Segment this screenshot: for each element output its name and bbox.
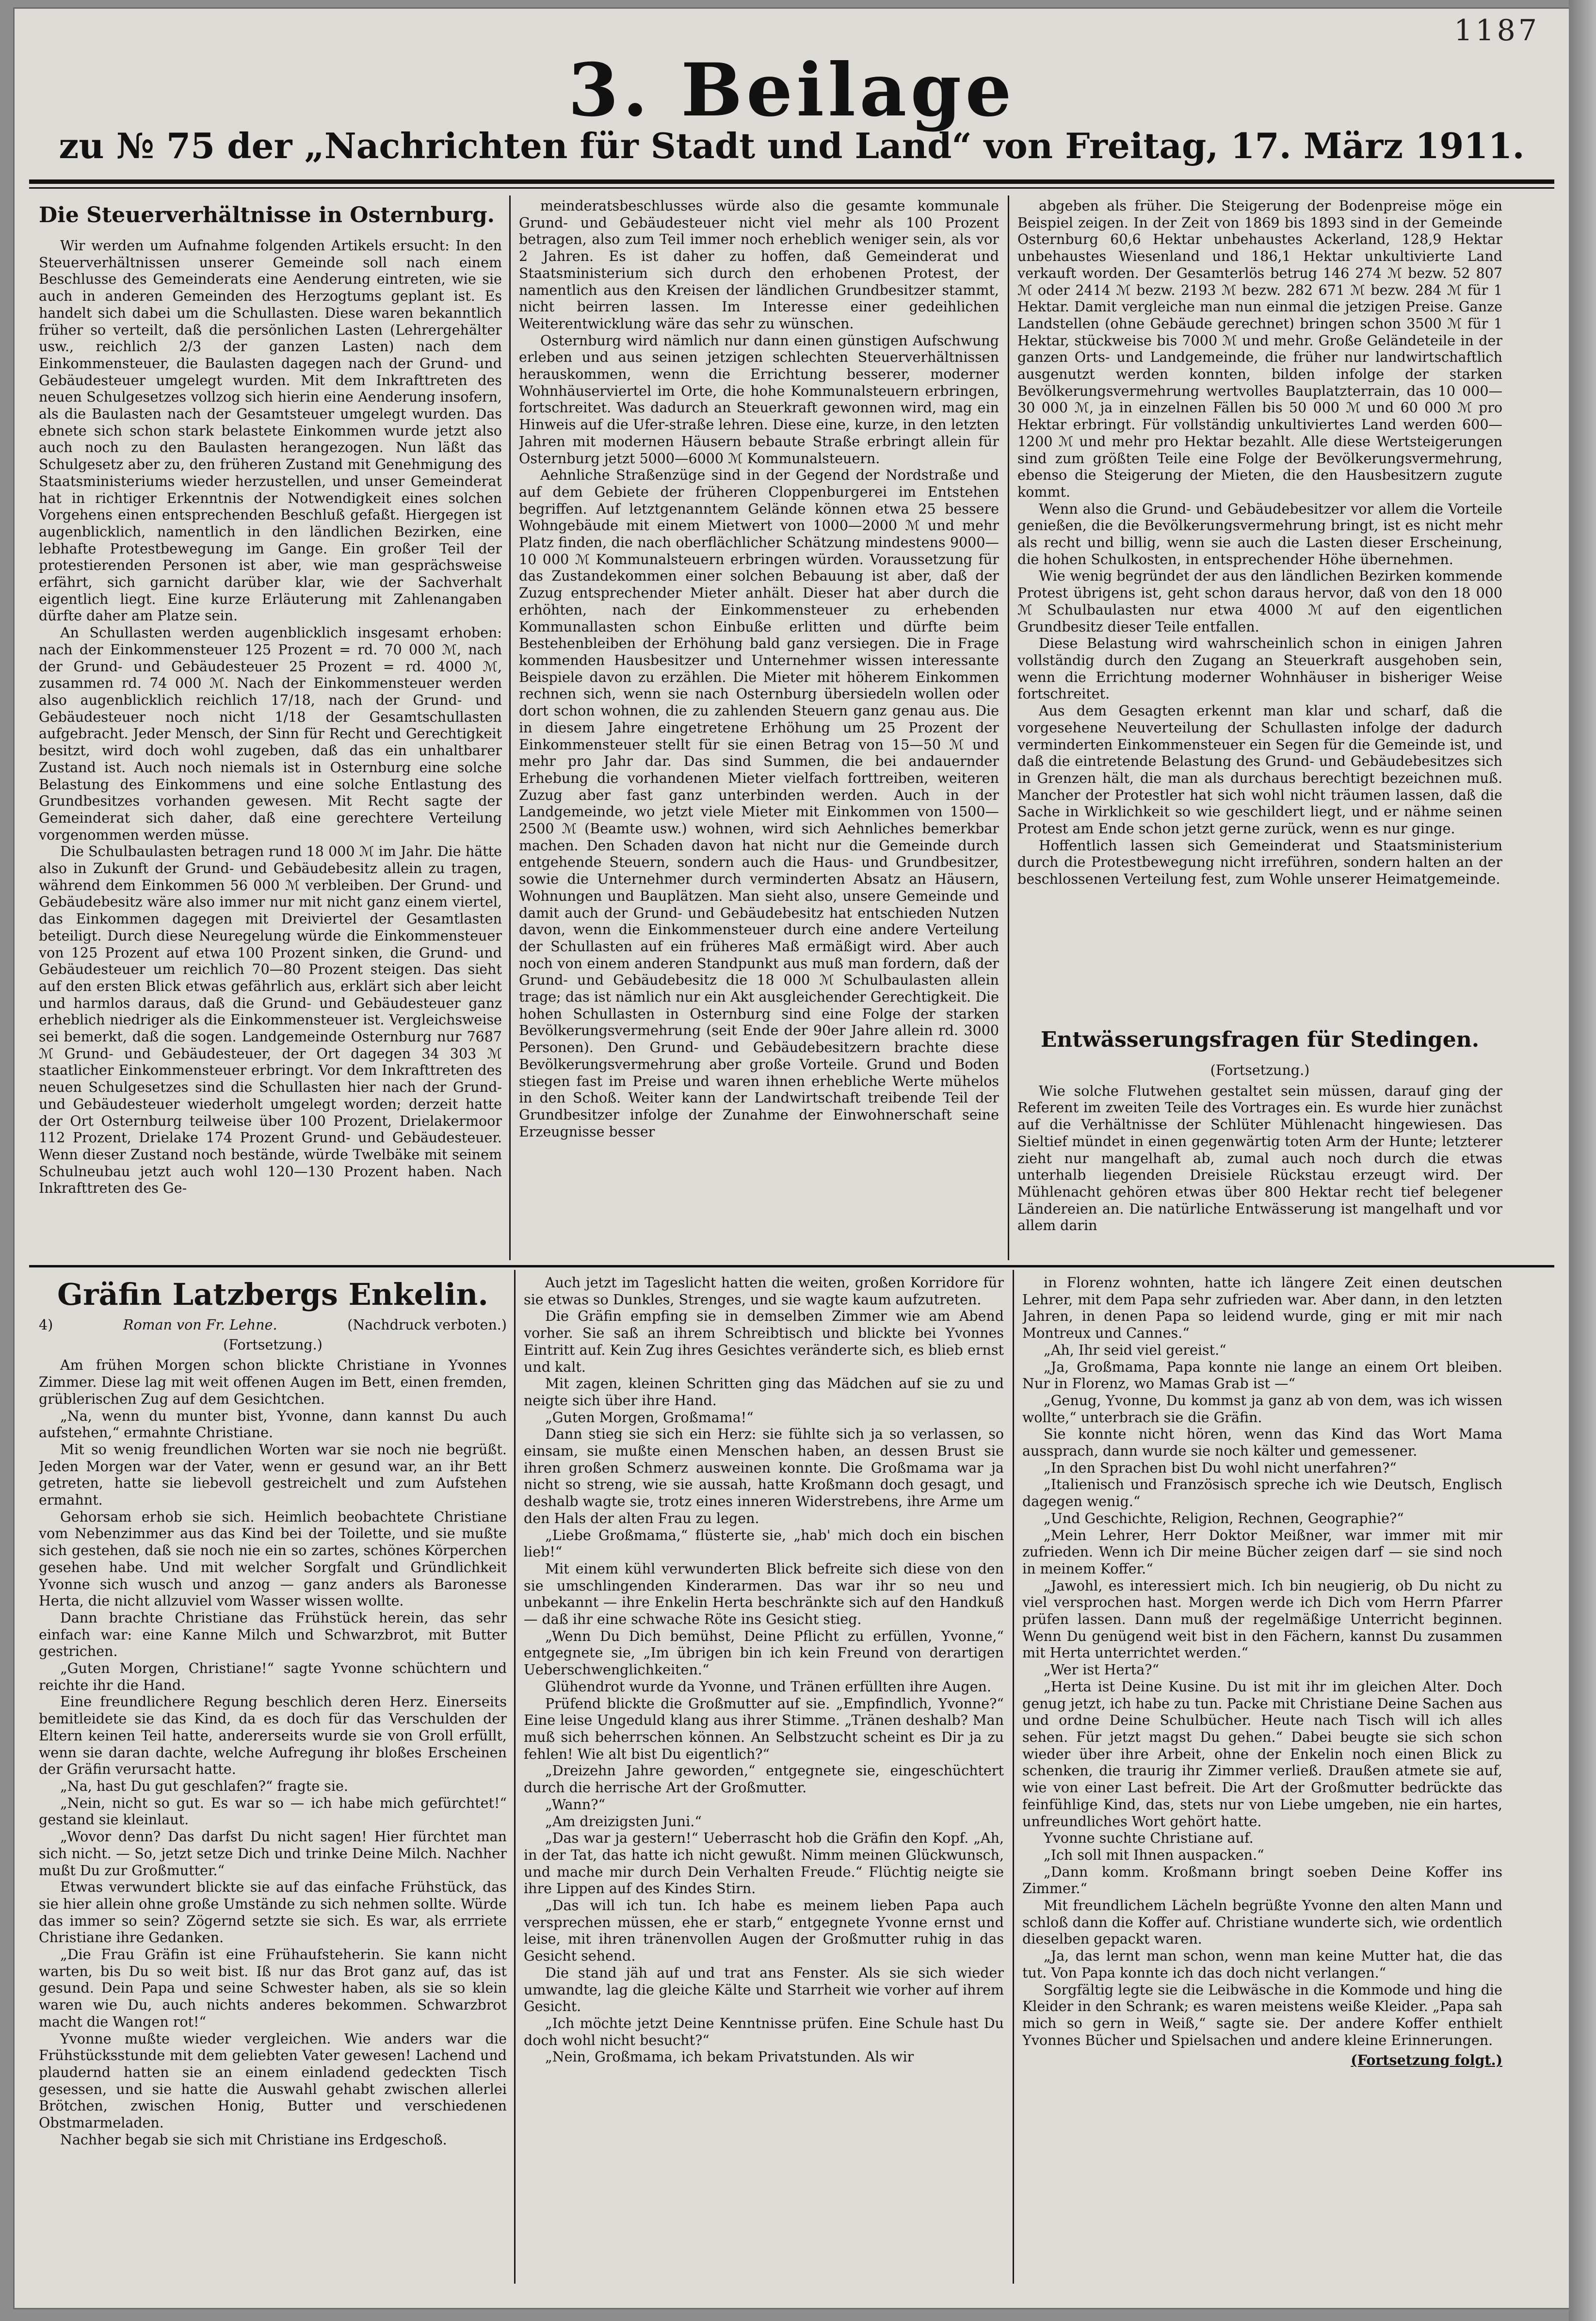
paragraph: „Na, wenn du munter bist, Yvonne, dann kannst Du auch aufstehen,“ ermahnte Christiane. <box>39 1408 507 1441</box>
paragraph: Gehorsam erhob sie sich. Heimlich beobachtete Christiane vom Nebenzimmer aus das Kind bei der Toilette, und sie mußte sich gestehen, daß sie noch nie ein so zartes, schönes Körperchen gesehen habe. Und mit welcher Sorgfalt und Gründlichkeit Yvonne sich wusch und anzog — ganz anders als Baronesse Herta, die nicht allzuviel vom Wasser wissen wollte. <box>39 1509 507 1609</box>
paragraph: Dann brachte Christiane das Frühstück herein, das sehr einfach war: eine Kanne Milch und Schwarzbrot, mit Butter gestrichen. <box>39 1609 507 1660</box>
paragraph: Aus dem Gesagten erkennt man klar und scharf, daß die vorgesehene Neuverteilung der Schullasten infolge der dadurch verminderten Einkommensteuer ein Segen für die Gemeinde ist, und daß die eintretende Belastung des Grund- und Gebäudebesitzes sich in Grenzen hält, die man als durchaus berechtigt bezeichnen muß. Mancher der Protestler hat sich wohl nicht träumen lassen, daß die Sache in Wirklichkeit so wie geschildert liegt, und er nähme seinen Protest am Ende schon jetzt gerne zurück, wenn es nur ginge. <box>1017 703 1502 837</box>
paragraph: „In den Sprachen bist Du wohl nicht unerfahren?“ <box>1044 1460 1397 1476</box>
paragraph: Etwas verwundert blickte sie auf das einfache Frühstück, das sie hier allein ohne große Umstände zu sich nehmen sollte. Würde das immer so sein? Zögernd setzte sie sich. Es war, als errriete Christiane ihre Gedanken. <box>39 1879 507 1946</box>
paragraph: „Liebe Großmama,“ flüsterte sie, „hab' mich doch ein bischen lieb!“ <box>524 1527 1004 1560</box>
paragraph: Wenn also die Grund- und Gebäudebesitzer vor allem die Vorteile genießen, die die Bevölkerungsvermehrung bringt, ist es nicht mehr als recht und billig, wenn sie auch die Lasten dieser Erscheinung, die hohen Schulkosten, in entsprechender Höhe übernehmen. <box>1017 501 1502 568</box>
paragraph: „Nein, Großmama, ich bekam Privatstunden. Als wir <box>545 2049 914 2065</box>
paragraph: Mit zagen, kleinen Schritten ging das Mädchen auf sie zu und neigte sich über ihre Hand. <box>524 1376 1004 1409</box>
header-rule-thick <box>29 179 1554 184</box>
paragraph: Wie wenig begründet der aus den ländlichen Bezirken kommende Protest übrigens ist, geht schon daraus hervor, daß von den 18 000 ℳ Schulbaulasten nur etwa 4000 ℳ auf den eigentlichen Grundbesitz dieser Teile entfallen. <box>1017 568 1502 635</box>
paragraph: „Wann?“ <box>545 1796 606 1813</box>
paragraph: „Dann komm. Kroßmann bringt soeben Deine Koffer ins Zimmer.“ <box>1022 1864 1502 1897</box>
serial-byline: Roman von Fr. Lehne. <box>123 1317 277 1333</box>
paragraph: „Nein, nicht so gut. Es war so — ich habe mich gefürchtet!“ gestand sie kleinlaut. <box>39 1795 507 1828</box>
tax-article-column-1 <box>39 203 502 1260</box>
paragraph: in Florenz wohnten, hatte ich längere Zeit einen deutschen Lehrer, mit dem Papa sehr zufrieden war. Aber dann, in den letzten Jahren, in denen Papa so leidend wurde, ging er mit mir nach Montreux und Cannes.“ <box>1022 1275 1502 1342</box>
paragraph: „Guten Morgen, Großmama!“ <box>545 1409 754 1426</box>
paragraph: „Ja, das lernt man schon, wenn man keine Mutter hat, die das tut. Von Papa konnte ich das doch nicht verlangen.“ <box>1022 1948 1502 1981</box>
serial-column-1 <box>39 1277 507 2286</box>
paragraph: „Ich soll mit Ihnen auspacken.“ <box>1044 1847 1264 1863</box>
paragraph: „Wovor denn? Das darfst Du nicht sagen! Hier fürchtet man sich nicht. — So, jetzt setze Dich und trinke Deine Milch. Nachher mußt Du zur Großmutter.“ <box>39 1829 507 1879</box>
paragraph: Die Gräfin empfing sie in demselben Zimmer wie am Abend vorher. Sie saß an ihrem Schreibtisch und blickte bei Yvonnes Eintritt auf. Kein Zug ihres Gesichtes veränderte sich, es blieb ernst und kalt. <box>524 1308 1004 1375</box>
paragraph: Die Schulbaulasten betragen rund 18 000 ℳ im Jahr. Die hätte also in Zukunft der Grund- und Gebäudebesitz allein zu tragen, während dem Einkommen 56 000 ℳ verbleiben. Der Grund- und Gebäudebesitz wäre also immer nur mit nicht ganz einem viertel, das Einkommen dagegen mit Dreiviertel der Gesamtlasten beteiligt. Durch diese Neuregelung würde die Einkommensteuer von 125 Prozent auf etwa 100 Prozent sinken, die Grund- und Gebäudesteuer um reichlich 70—80 Prozent steigen. Das sieht auf den ersten Blick etwas gefährlich aus, erklärt sich aber leicht und harmlos daraus, daß die Grund- und Gebäudesteuer ganz erheblich niedriger als die Einkommensteuer ist. Vergleichsweise sei bemerkt, daß die sogen. Landgemeinde Osternburg nur 7687 ℳ Grund- und Gebäudesteuer, der Ort dagegen 34 303 ℳ staatlicher Einkommensteuer erbringt. Vor dem Inkrafttreten des neuen Schulgesetzes sind die Schullasten hier nach der Grund- und Gebäudesteuer wiederholt umgelegt worden; derzeit hatte der Ort Osternburg teilweise über 100 Prozent, Drielakermoor 112 Prozent, Drielake 174 Prozent Grund- und Gebäudesteuer. Wenn dieser Zustand noch bestände, würde Twelbäke mit seinem Schulneubau jetzt auch wohl 120—130 Prozent haben. Nach Inkrafttreten des Ge- <box>39 844 502 1197</box>
page-edge <box>1569 0 1596 2321</box>
paragraph: Dann stieg sie sich ein Herz: sie fühlte sich ja so verlassen, so einsam, sie mußte einen Menschen haben, an dessen Brust sie ihren großen Schmerz ausweinen konnte. Die Großmama war ja nicht so streng, wie sie aussah, hatte Kroßmann doch gesagt, und deshalb wagte sie, trotz eines inneren Widerstrebens, ihre Arme um den Hals der alten Frau zu legen. <box>524 1426 1004 1526</box>
page-number: 1187 <box>1454 14 1540 48</box>
tax-article-column-2 <box>519 198 999 1260</box>
paragraph: Mit so wenig freundlichen Worten war sie noch nie begrüßt. Jeden Morgen war der Vater, wenn er gesund war, an ihr Bett getreten, hatte sie liebevoll gestreichelt und zum Aufstehen ermahnt. <box>39 1441 507 1509</box>
paragraph: „Herta ist Deine Kusine. Du ist mit ihr im gleichen Alter. Doch genug jetzt, ich habe zu tun. Packe mit Christiane Deine Sachen aus und ordne Deine Schulbücher. Heute nach Tisch will ich alles sehen. Für jetzt magst Du gehen.“ Dabei beugte sie sich schon wieder über ihre Arbeit, ohne der Enkelin noch einen Blick zu schenken, die traurig ihr Zimmer verließ. Draußen atmete sie auf, wie von einer Last befreit. Die Art der Großmutter bedrückte das feinfühlige Kind, das, stets nur von Liebe umgeben, nie ein hartes, unfreundliches Wort gehört hatte. <box>1022 1678 1502 1830</box>
paragraph: Prüfend blickte die Großmutter auf sie. „Empfindlich, Yvonne?“ Eine leise Ungeduld klang aus ihrer Stimme. „Tränen deshalb? Man muß sich beherrschen können. An Selbstzucht scheint es Dir ja zu fehlen! Wie alt bist Du eigentlich?“ <box>524 1695 1004 1762</box>
paragraph: „Dreizehn Jahre geworden,“ entgegnete sie, eingeschüchtert durch die herrische Art der Großmutter. <box>524 1763 1004 1796</box>
serial-column-3 <box>1022 1275 1502 2286</box>
paragraph: „Die Frau Gräfin ist eine Frühaufsteherin. Sie kann nicht warten, bis Du so weit bist. Iß nur das Brot ganz auf, das ist gesund. Dein Papa und seine Schwester haben, als sie so klein waren wie Du, auch nichts anderes bekommen. Schwarzbrot macht die Wangen rot!“ <box>39 1947 507 2030</box>
paragraph: „Mein Lehrer, Herr Doktor Meißner, war immer mit mir zufrieden. Wenn ich Dir meine Bücher zeigen darf — sie sind noch in meinem Koffer.“ <box>1022 1527 1502 1577</box>
paragraph: „Wenn Du Dich bemühst, Deine Pflicht zu erfüllen, Yvonne,“ entgegnete sie, „Im übrigen bin ich kein Freund von derartigen Ueberschwenglichkeiten.“ <box>524 1628 1004 1678</box>
paragraph: Die stand jäh auf und trat ans Fenster. Als sie sich wieder umwandte, lag die gleiche Kälte und Starrheit wie vorher auf ihrem Gesicht. <box>524 1964 1004 2015</box>
paragraph: „Guten Morgen, Christiane!“ sagte Yvonne schüchtern und reichte ihr die Hand. <box>39 1660 507 1693</box>
paragraph: An Schullasten werden augenblicklich insgesamt erhoben: nach der Einkommensteuer 125 Prozent = rd. 70 000 ℳ, nach der Grund- und Gebäudesteuer 25 Prozent = rd. 4000 ℳ, zusammen rd. 74 000 ℳ. Nach der Einkommensteuer werden also augenblicklich reichlich 17/18, nach der Grund- und Gebäudesteuer noch nicht 1/18 der Gesamtschullasten aufgebracht. Jeder Mensch, der Sinn für Recht und Gerechtigkeit besitzt, wird doch wohl zugeben, daß das ein unhaltbarer Zustand ist. Auch noch niemals ist in Osternburg eine solche Belastung des Einkommens und eine solche Entlastung des Grundbesitzes vorhanden gewesen. Mit Recht sagte der Gemeinderat sich daher, daß eine gerechtere Verteilung vorgenommen werden müsse. <box>39 625 502 843</box>
paragraph: „Jawohl, es interessiert mich. Ich bin neugierig, ob Du nicht zu viel versprochen hast. Morgen werde ich Dich vom Herrn Pfarrer prüfen lassen. Dann muß der regelmäßige Unterricht beginnen. Wenn Du genügend weit bist in den Fächern, kannst Du zusammen mit Herta unterrichtet werden.“ <box>1022 1577 1502 1661</box>
paragraph: Glühendrot wurde da Yvonne, und Tränen erfüllten ihre Augen. <box>545 1678 992 1695</box>
paragraph: „Italienisch und Französisch spreche ich wie Deutsch, Englisch dagegen wenig.“ <box>1022 1477 1502 1510</box>
paragraph: „Das will ich tun. Ich habe es meinem lieben Papa auch versprechen müssen, ehe er starb,“ entgegnete Yvonne ernst und leise, mit ihren tränenvollen Augen der Großmutter ruhig in das Gesicht sehend. <box>524 1898 1004 1964</box>
tax-article-column-3 <box>1017 198 1502 1018</box>
serial-title: Gräfin Latzbergs Enkelin. <box>57 1277 488 1312</box>
paragraph: meinderatsbeschlusses würde also die gesamte kommunale Grund- und Gebäudesteuer nicht viel mehr als 100 Prozent betragen, also zum Teil immer noch erheblich weniger sein, als vor 2 Jahren. Es ist daher zu hoffen, daß Gemeinderat und Staatsministerium sich durch den erhobenen Protest, der namentlich aus den Kreisen der ländlichen Grundbesitzer stammt, nicht beirren lassen. Im Interesse einer gedeihlichen Weiterentwicklung wäre das sehr zu wünschen. <box>519 198 999 332</box>
water-article-title: Entwässerungsfragen für Stedingen. <box>1040 1027 1480 1052</box>
paragraph: Yvonne mußte wieder vergleichen. Wie anders war die Frühstücksstunde mit dem geliebten Vater gewesen! Lachend und plaudernd hatten sie an einem einladend gedeckten Tisch gesessen, und sie hatte die Auswahl gehabt zwischen allerlei Brötchen, zwischen Honig, Butter und verschiedenen Obstmarmeladen. <box>39 2030 507 2131</box>
paragraph: „Ja, Großmama, Papa konnte nie lange an einem Ort bleiben. Nur in Florenz, wo Mamas Grab ist —“ <box>1022 1359 1502 1392</box>
paragraph: „Na, hast Du gut geschlafen?“ fragte sie. <box>60 1778 348 1794</box>
to-be-continued: (Fortsetzung folgt.) <box>1351 2052 1502 2069</box>
paragraph: „Wer ist Herta?“ <box>1044 1662 1160 1678</box>
paragraph: Am frühen Morgen schon blickte Christiane in Yvonnes Zimmer. Diese lag mit weit offenen Augen im Bett, einen fremden, grüblerischen Zug auf dem Gesichtchen. <box>39 1357 507 1407</box>
continuation-note: (Fortsetzung.) <box>1210 1062 1310 1078</box>
paragraph: „Ah, Ihr seid viel gereist.“ <box>1044 1342 1226 1358</box>
column-divider <box>509 195 511 1260</box>
paragraph: Diese Belastung wird wahrscheinlich schon in einigen Jahren vollständig durch den Zugang an Steuerkraft ausgehoben sein, wenn die Errichtung moderner Wohnhäuser in bisheriger Weise fortschreitet. <box>1017 635 1502 702</box>
continuation-note: (Fortsetzung.) <box>223 1336 322 1353</box>
paragraph: Eine freundlichere Regung beschlich deren Herz. Einerseits bemitleidete sie das Kind, da es doch für das Verschulden der Eltern keinen Teil hatte, andererseits wurde sie von Groll erfüllt, wenn sie daran dachte, welche Aufregung ihr bloßes Erscheinen der Gräfin verursacht hatte. <box>39 1694 507 1778</box>
paragraph: „Ich möchte jetzt Deine Kenntnisse prüfen. Eine Schule hast Du doch wohl nicht besucht?“ <box>524 2015 1004 2048</box>
header-rule-thin <box>29 187 1554 189</box>
serial-column-2 <box>524 1275 1004 2286</box>
section-rule <box>29 1265 1554 1267</box>
paragraph: „Am dreizigsten Juni.“ <box>545 1813 702 1830</box>
paragraph: „Das war ja gestern!“ Ueberrascht hob die Gräfin den Kopf. „Ah, in der Tat, das hatte ich nicht gewußt. Nimm meinen Glückwunsch, und mache mir durch Dein Verhalten Freude.“ Flüchtig neigte sie ihre Lippen auf des Kindes Stirn. <box>524 1830 1004 1897</box>
paragraph: Wir werden um Aufnahme folgenden Artikels ersucht: In den Steuerverhältnissen unserer Gemeinde soll nach einem Beschlusse des Gemeinderats eine Aenderung eintreten, wie sie auch in anderen Gemeinden des Herzogtums geplant ist. Es handelt sich dabei um die Schullasten. Diese waren bekanntlich früher so verteilt, daß die persönlichen Lasten (Lehrergehälter usw., reichlich 2/3 der ganzen Lasten) nach dem Einkommensteuer, die Baulasten dagegen nach der Grund- und Gebäudesteuer umgelegt wurden. Mit dem Inkrafttreten des neuen Schulgesetzes vollzog sich hierin eine Aenderung insofern, als die Baulasten nach der Gesamtsteuer umgelegt wurden. Das ebnete sich schon stark belastete Einkommen wurde jetzt also auch noch zu den Baulasten herangezogen. Nun läßt das Schulgesetz aber zu, den früheren Zustand mit Genehmigung des Staatsministeriums wieder herzustellen, und unser Gemeinderat hat in richtiger Erkenntnis der Notwendigkeit eines solchen Vorgehens einen entsprechenden Beschluß gefaßt. Hiergegen ist augenblicklich, namentlich in den ländlichen Bezirken, eine lebhafte Protestbewegung im Gange. Ein großer Teil der protestierenden Personen ist aber, wie man gesprächsweise erfährt, sich garnicht darüber klar, wie der Sachverhalt eigentlich liegt. Eine kurze Erläuterung mit Zahlenangaben dürfte daher am Platze sein. <box>39 238 502 624</box>
paragraph: Hoffentlich lassen sich Gemeinderat und Staatsministerium durch die Protestbewegung nicht irreführen, sondern halten an der beschlossenen Verteilung fest, zum Wohle unserer Heimatgemeinde. <box>1017 837 1502 888</box>
paragraph: Wie solche Flutwehen gestaltet sein müssen, darauf ging der Referent im zweiten Teile des Vortrages ein. Es wurde hier zunächst auf die Verhältnisse der Schlüter Mühlenacht hingewiesen. Das Sieltief mündet in einen gegenwärtig toten Arm der Hunte; letzterer zieht nur mangelhaft ab, zumal auch noch durch die etwas unterhalb liegenden Dreisiele Rückstau erzeugt wird. Der Mühlenacht gehören etwas über 800 Hektar recht tief belegener Ländereien an. Die natürliche Entwässerung ist mangelhaft und vor allem darin <box>1017 1083 1502 1234</box>
paragraph: „Genug, Yvonne, Du kommst ja ganz ab von dem, was ich wissen wollte,“ unterbrach sie die Gräfin. <box>1022 1392 1502 1426</box>
paragraph: „Und Geschichte, Religion, Rechnen, Geographie?“ <box>1044 1510 1404 1526</box>
paragraph: Auch jetzt im Tageslicht hatten die weiten, großen Korridore für sie etwas so Dunkles, Strenges, und sie wagte kaum aufzutreten. <box>524 1275 1004 1308</box>
paragraph: Sorgfältig legte sie die Leibwäsche in die Kommode und hing die Kleider in den Schrank; es waren meistens weiße Kleider. „Papa sah mich so gern in Weiß,“ sagte sie. Der andere Koffer enthielt Yvonnes Bücher und Spielsachen und andere kleine Erinnerungen. <box>1022 1981 1502 2048</box>
column-divider <box>514 1270 516 2284</box>
column-divider <box>1008 195 1009 1260</box>
tax-article-title: Die Steuerverhältnisse in Osternburg. <box>39 203 495 227</box>
paragraph: Yvonne suchte Christiane auf. <box>1044 1830 1254 1847</box>
paragraph: Aehnliche Straßenzüge sind in der Gegend der Nordstraße und auf dem Gebiete der früheren Cloppenburgerei im Entstehen begriffen. Auf letztgenanntem Gelände können etwa 25 bessere Wohngebäude mit einem Mietwert von 1000—2000 ℳ und mehr Platz finden, die nach oberflächlicher Schätzung mindestens 9000—10 000 ℳ Kommunalsteuern erbringen würden. Voraussetzung für das Zustandekommen einer solchen Bebauung ist aber, daß der Zuzug entsprechender Mieter anhält. Dieser hat aber durch die erhöhten, nach der Einkommensteuer zu erhebenden Kommunallasten schon Einbuße erlitten und dürfte beim Bestehenbleiben der Erhöhung bald ganz versiegen. Die in Frage kommenden Hausbesitzer und Unternehmer wissen interessante Beispiele davon zu erzählen. Die Mieter mit höherem Einkommen rechnen sich, wenn sie nach Osternburg übersiedeln wollen oder dort schon wohnen, die zu zahlenden Steuern ganz genau aus. Die in diesem Jahre eingetretene Erhöhung um 25 Prozent der Einkommensteuer stellt für sie einen Betrag von 15—50 ℳ und mehr pro Jahr dar. Das sind Summen, die bei andauernder Erhebung die vorhandenen Mieter vielfach forttreiben, weiteren Zuzug aber fast ganz unterbinden werden. Auch in der Landgemeinde, wo jetzt viele Mieter mit Einkommen von 1500—2500 ℳ (Beamte usw.) wohnen, wird sich Aehnliches bemerkbar machen. Den Schaden davon hat nicht nur die Gemeinde durch entgehende Steuern, sondern auch die Haus- und Grundbesitzer, sowie die Unternehmer durch verminderten Absatz an Häusern, Wohnungen und Bauplätzen. Man sieht also, unsere Gemeinde und damit auch der Grund- und Gebäudebesitz hat entschieden Nutzen davon, wenn die Einkommensteuer durch eine andere Verteilung der Schullasten auf ein früheres Maß ermäßigt wird. Aber auch noch von einem anderen Standpunkt aus muß man fordern, daß der Grund- und Gebäudebesitz die 18 000 ℳ Schulbaulasten allein trage; das ist nämlich nur ein Akt ausgleichender Gerechtigkeit. Die hohen Schullasten in Osternburg sind eine Folge der starken Bevölkerungsvermehrung (seit Ende der 90er Jahre allein rd. 3000 Personen). Den Grund- und Gebäudebesitzern brachte diese Bevölkerungsvermehrung aber große Vorteile. Grund und Boden stiegen fast im Preise und waren ihnen erhebliche Werte mühelos in den Schoß. Weiter kann der Landwirtschaft treibende Teil der Grundbesitzer infolge der Zunahme der Einwohnerschaft seine Erzeugnisse besser <box>519 467 999 1140</box>
issue-line: zu № 75 der „Nachrichten für Stadt und Land“ von Freitag, 17. März 1911. <box>59 125 1525 166</box>
paragraph: Nachher begab sie sich mit Christiane ins Erdgeschoß. <box>60 2131 447 2148</box>
paragraph: Mit freundlichem Lächeln begrüßte Yvonne den alten Mann und schloß dann die Koffer auf. Christiane wunderte sich, wie ordentlich dieselben gepackt waren. <box>1022 1898 1502 1948</box>
newspaper-page <box>15 9 1569 2308</box>
column-divider <box>1013 1270 1014 2284</box>
water-article <box>1017 1027 1502 1260</box>
paragraph: abgeben als früher. Die Steigerung der Bodenpreise möge ein Beispiel zeigen. In der Zeit von 1869 bis 1893 sind in der Gemeinde Osternburg 60,6 Hektar unbehaustes Ackerland, 128,9 Hektar unbehaustes Wiesenland und 186,1 Hektar unkultivierte Land verkauft worden. Der Gesamterlös betrug 146 274 ℳ bezw. 52 807 ℳ oder 2414 ℳ bezw. 2193 ℳ bezw. 282 671 ℳ bezw. 284 ℳ für 1 Hektar. Damit vergleiche man nun einmal die jetzigen Preise. Ganze Landstellen (ohne Gebäude gerechnet) bringen schon 3500 ℳ für 1 Hektar, stückweise bis 7000 ℳ und mehr. Große Geländeteile in der ganzen Orts- und Landgemeinde, die früher nur landwirtschaftlich ausgenutzt werden konnten, bilden infolge der starken Bevölkerungsvermehrung wertvolles Bauplatzterrain, das 10 000—30 000 ℳ, ja in einzelnen Fällen bis 50 000 ℳ und 60 000 ℳ pro Hektar erbringt. Für vollständig unkultiviertes Land werden 600—1200 ℳ und mehr pro Hektar bezahlt. Alle diese Wertsteigerungen sind zum größten Teile eine Folge der Bevölkerungsvermehrung, ebenso die Steigerung der Mieten, die den Hausbesitzern zugute kommt. <box>1017 198 1502 500</box>
paragraph: Osternburg wird nämlich nur dann einen günstigen Aufschwung erleben und aus seinen jetzigen schlechten Steuerverhältnissen herauskommen, wenn die Errichtung besserer, moderner Wohnhäuserviertel im Orte, die hohe Kommunalsteuern erbringen, fortschreitet. Was dadurch an Steuerkraft gewonnen wird, mag ein Hinweis auf die Ufer-straße lehren. Diese eine, kurze, in den letzten Jahren mit modernen Häusern bebaute Straße erbringt allein für Osternburg jetzt 5000—6000 ℳ Kommunalsteuern. <box>519 332 999 467</box>
supplement-title: 3. Beilage <box>568 48 1016 133</box>
paragraph: Sie konnte nicht hören, wenn das Kind das Wort Mama aussprach, dann wurde sie noch kälter und gemessener. <box>1022 1426 1502 1460</box>
reprint-note: (Nachdruck verboten.) <box>347 1317 507 1333</box>
paragraph: Mit einem kühl verwunderten Blick befreite sich diese von den sie umschlingenden Kinderarmen. Das war ihr so neu und unbekannt — ihre Enkelin Herta beschränkte sich auf den Handkuß — daß ihr eine schwache Röte ins Gesicht stieg. <box>524 1560 1004 1628</box>
serial-number: 4) <box>39 1317 53 1333</box>
serial-byline-row <box>39 1317 507 1334</box>
